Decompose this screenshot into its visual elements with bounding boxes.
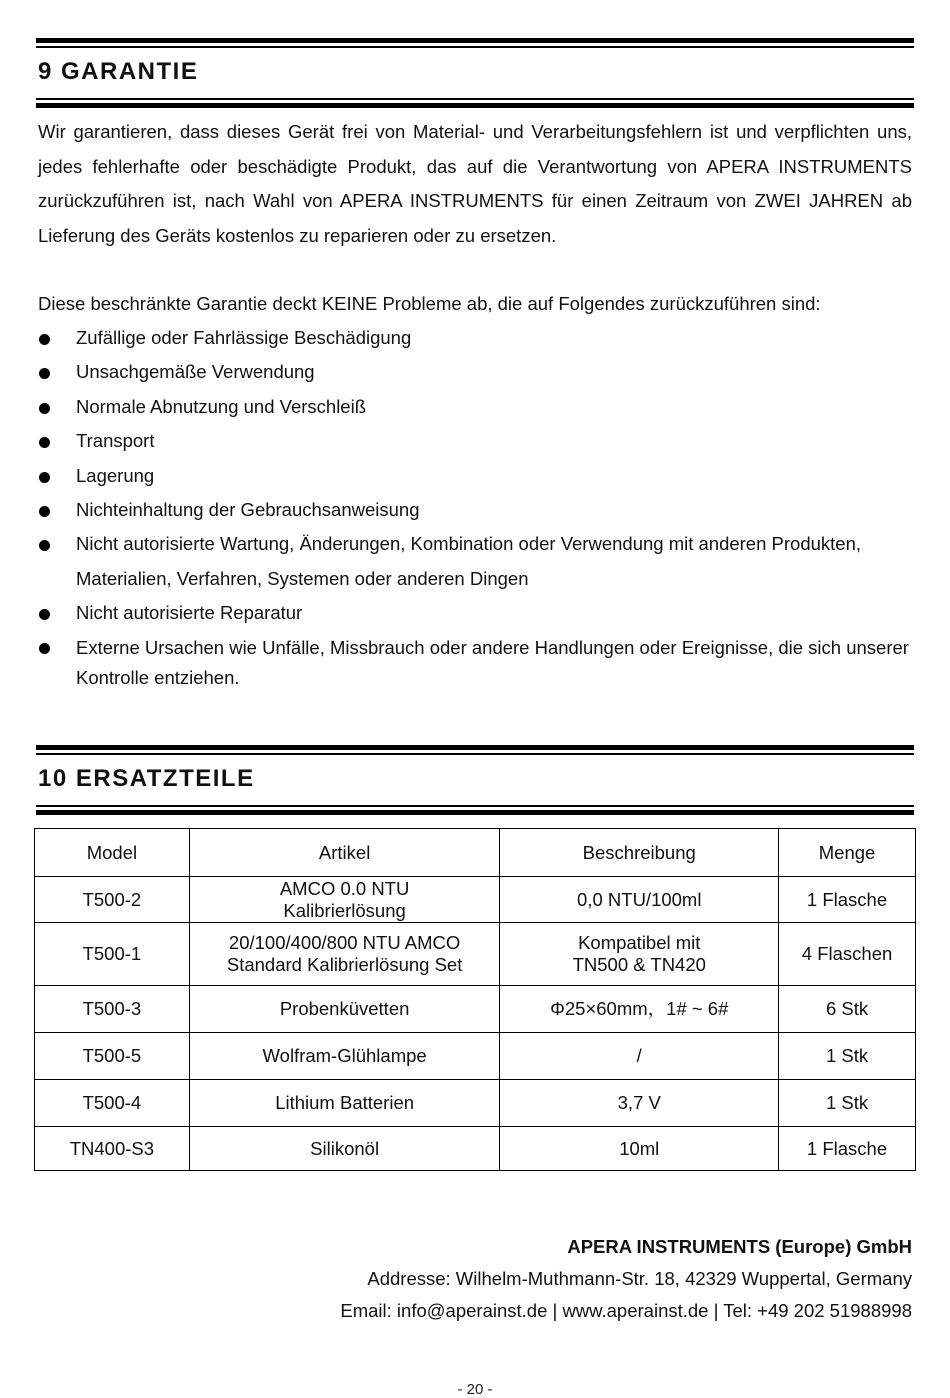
section-9-heading: 9 GARANTIE (38, 58, 199, 85)
table-header-row (35, 829, 916, 877)
company-address: Addresse: Wilhelm-Muthmann-Str. 18, 42329 Wuppertal, Germany (367, 1268, 912, 1289)
section-10-top-rule (36, 745, 914, 755)
description-cell (500, 986, 779, 1033)
company-name: APERA INSTRUMENTS (Europe) GmbH (567, 1236, 912, 1257)
list-item-text: Externe Ursachen wie Unfälle, Missbrauch oder andere Handlungen oder Ereignisse, die sich unserer Kontrolle entziehen. (76, 636, 909, 688)
list-item (38, 631, 912, 693)
list-item (38, 390, 912, 424)
bullet-icon (39, 506, 50, 517)
quantity-cell: 1 Stk (779, 1080, 916, 1127)
quantity-cell: 4 Flaschen (779, 923, 916, 986)
cell-line: 3,7 V (617, 1092, 661, 1113)
list-item-text: Zufällige oder Fahrlässige Beschädigung (76, 327, 412, 348)
cell-line: 20/100/400/800 NTU AMCO (228, 932, 461, 953)
limitations-intro: Diese beschränkte Garantie deckt KEINE Probleme ab, die auf Folgendes zurückzuführen sind: (38, 293, 821, 314)
quantity-cell: 1 Flasche (779, 877, 916, 923)
list-item (38, 527, 912, 596)
spare-parts-table (34, 828, 916, 1171)
section-10-heading: 10 ERSATZTEILE (38, 765, 255, 792)
bullet-icon (39, 403, 50, 414)
table-row (35, 923, 916, 986)
cell-line: Silikonöl (310, 1137, 380, 1159)
bullet-icon (39, 472, 50, 483)
list-item-text: Lagerung (76, 464, 155, 486)
cell-line: AMCO 0.0 NTU (279, 877, 410, 899)
quantity-cell: 6 Stk (779, 986, 916, 1033)
list-item-text: Normale Abnutzung und Verschleiß (76, 395, 367, 417)
section-9-top-rule (36, 38, 914, 48)
company-contact: Email: info@aperainst.de | www.aperainst.de | Tel: +49 202 51988998 (340, 1300, 912, 1321)
bullet-icon (39, 437, 50, 448)
model-cell: T500-5 (35, 1033, 190, 1080)
list-item-text: Nichteinhaltung der Gebrauchsanweisung (76, 499, 420, 521)
list-item (38, 424, 912, 458)
column-header: Menge (779, 829, 916, 877)
quantity-cell: 1 Stk (779, 1033, 916, 1080)
cell-line: 10ml (619, 1137, 660, 1159)
model-cell: T500-3 (35, 986, 190, 1033)
list-item (38, 321, 912, 355)
cell-line: TN500 & TN420 (572, 954, 706, 975)
cell-line: Kalibrierlösung (283, 899, 406, 921)
list-item (38, 355, 912, 389)
article-cell (189, 1080, 500, 1127)
list-item (38, 459, 912, 493)
column-header: Artikel (189, 829, 500, 877)
cell-line: Φ25×60mm，1# ~ 6# (550, 998, 729, 1019)
quantity-cell: 1 Flasche (779, 1127, 916, 1171)
list-item (38, 493, 912, 527)
article-cell (189, 877, 500, 923)
bullet-icon (39, 643, 50, 654)
model-cell: T500-2 (35, 877, 190, 923)
cell-line: Standard Kalibrierlösung Set (226, 954, 463, 975)
article-cell (189, 986, 500, 1033)
column-header: Beschreibung (500, 829, 779, 877)
column-header: Model (35, 829, 190, 877)
description-cell (500, 1080, 779, 1127)
table-row (35, 1127, 916, 1171)
model-cell: T500-1 (35, 923, 190, 986)
article-cell (189, 1127, 500, 1171)
table-row (35, 1080, 916, 1127)
bullet-icon (39, 368, 50, 379)
table-row (35, 877, 916, 923)
model-cell: T500-4 (35, 1080, 190, 1127)
description-cell (500, 877, 779, 923)
table-row (35, 986, 916, 1033)
warranty-paragraph: Wir garantieren, dass dieses Gerät frei von Material- und Verarbeitungsfehlern ist und verpflichten uns, jedes fehlerhafte oder beschädigte Produkt, das auf die Verantwortung von APERA INSTRUMENTS zurückzuführen ist, nach Wahl von APERA INSTRUMENTS für einen Zeitraum von ZWEI JAHREN ab Lieferung des Geräts kostenlos zu reparieren oder zu ersetzen. (38, 121, 912, 246)
list-item-text: Unsachgemäße Verwendung (76, 361, 315, 383)
cell-line: Probenküvetten (279, 998, 410, 1019)
table-row (35, 1033, 916, 1080)
list-item-text: Transport (76, 430, 155, 452)
page-number: - 20 - (457, 1381, 493, 1398)
exclusions-list (38, 321, 912, 693)
description-cell (500, 923, 779, 986)
article-cell (189, 1033, 500, 1080)
list-item (38, 596, 912, 630)
bullet-icon (39, 609, 50, 620)
list-item-text: Nicht autorisierte Reparatur (76, 602, 303, 624)
cell-line: Wolfram-Glühlampe (262, 1045, 427, 1066)
article-cell (189, 923, 500, 986)
description-cell (500, 1033, 779, 1080)
cell-line: Kompatibel mit (578, 932, 701, 953)
cell-line: Lithium Batterien (275, 1092, 415, 1113)
list-item-text: Nicht autorisierte Wartung, Änderungen, Kombination oder Verwendung mit anderen Produkten, Materialien, Verfahren, Systemen oder anderen Dingen (76, 533, 862, 589)
cell-line: 0,0 NTU/100ml (577, 888, 702, 910)
bullet-icon (39, 334, 50, 345)
section-10-bottom-rule (36, 805, 914, 815)
cell-line: / (636, 1045, 642, 1066)
model-cell: TN400-S3 (35, 1127, 190, 1171)
section-9-bottom-rule (36, 98, 914, 108)
bullet-icon (39, 540, 50, 551)
description-cell (500, 1127, 779, 1171)
